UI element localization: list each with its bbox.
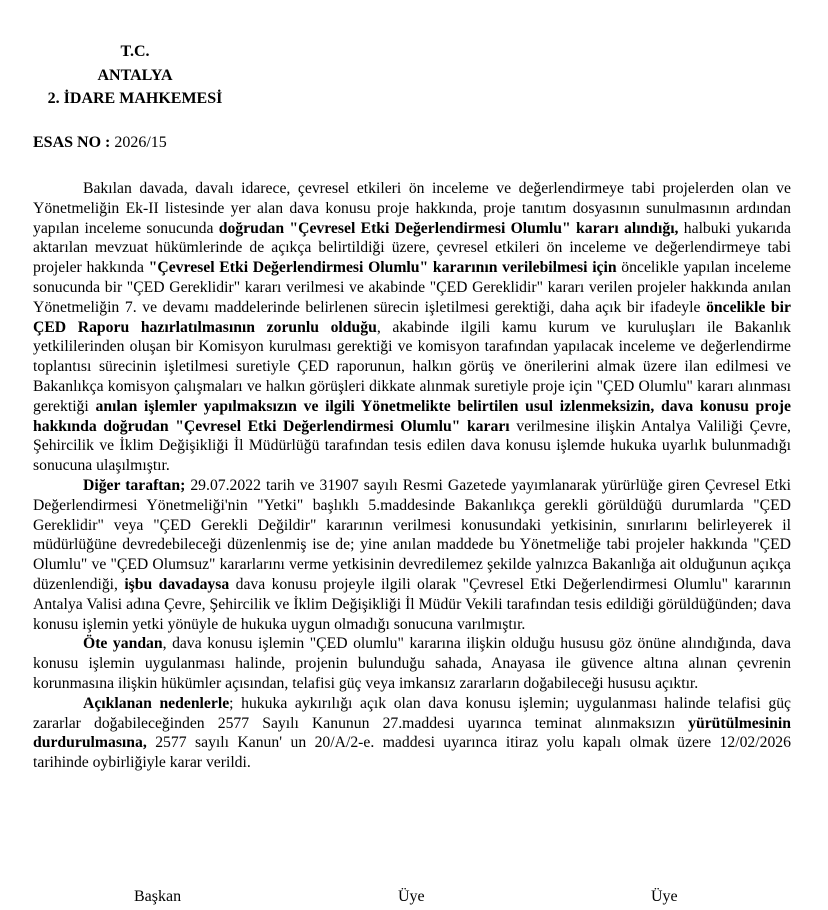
text-run: , dava konusu işlemin "ÇED olumlu" kararına ilişkin olduğu hususu göz önüne alındığında, dava konusu işlemin uygulanması halinde, projenin bulunduğu sahada, Anayasa ile güvence altına alınan çevrenin korunmasına ilişkin hükümler açısından, telafisi güç veya imkansız zararların doğabileceği hususu açıktır. [33, 635, 791, 692]
case-number-value: 2026/15 [114, 134, 167, 151]
text-run: halbuki yukarıda aktarılan mevzuat hükümlerinde de açıkça belirtildiği üzere, çevresel etkileri ön inceleme ve değerlendirmeye tabi projeler hakkında [33, 219, 791, 277]
decision-paragraph [33, 694, 791, 773]
text-run: Bakılan davada, davalı idarece, çevresel etkileri ön inceleme ve değerlendirmeye tabi projelerden olan ve Yönetmeliğin Ek-II listesinde yer alan dava konusu proje hakkında, proje tanıtım dosyasının sunulmasının ardından yapılan inceleme sonucunda [33, 180, 791, 237]
text-run: 2577 sayılı Kanun' un 20/A/2-e. maddesi uyarınca itiraz yolu kapalı olmak üzere 12/02/2026 tarihinde oybirliğiyle karar verildi. [33, 734, 791, 772]
court-header [30, 40, 240, 111]
bold-text-run: anılan işlemler yapılmaksızın ve ilgili Yönetmelikte belirtilen usul izlenmeksizin, dava konusu proje hakkında doğrudan "Çevresel Etki Değerlendirmesi Olumlu" kararı [33, 397, 791, 435]
text-run: öncelikle yapılan inceleme sonucunda bir "ÇED Gereklidir" kararı verilmesi ve akabinde "ÇED Gereklidir" kararı verilen projeler hakkında anılan Yönetmeliğin 7. ve devamı maddelerinde belirlenen sürecin işletilmesi gerektiği, daha açık bir ifadeyle [33, 259, 791, 316]
bold-text-run: Diğer taraftan; [83, 476, 186, 494]
text-run: 29.07.2022 tarih ve 31907 sayılı Resmi Gazetede yayımlanarak yürürlüğe giren Çevresel Etki Değerlendirmesi Yönetmeliği'nin "Yetki" başlıklı 5.maddesinde Bakanlıkça gerekli görüldüğü durumlarda "ÇED Gereklidir" veya "ÇED Gerekli Değildir" kararının verilmesi konusundaki yetkisinin, sınırlarını belirleyerek il müdürlüğüne devredebileceği düzenlenmiş ise de; yine anılan maddede bu Yönetmeliğe tabi projeler hakkında "ÇED Olumlu" ve "ÇED Olumsuz" kararlarını verme yetkisinin devredilemez şekilde yalnızca Bakanlığa ait olduğunun açıkça düzenlendiği, [33, 476, 791, 593]
bold-text-run: Açıklanan nedenlerle [83, 694, 230, 712]
case-number [33, 134, 167, 152]
case-number-label: ESAS NO : [33, 134, 111, 151]
signature-member-2: Üye [651, 888, 678, 905]
header-court: 2. İDARE MAHKEMESİ [47, 90, 223, 107]
bold-text-run: "Çevresel Etki Değerlendirmesi Olumlu" kararının verilebilmesi için [148, 259, 617, 277]
decision-body [33, 179, 791, 773]
decision-paragraph [33, 634, 791, 693]
text-run: , akabinde ilgili kamu kurum ve kuruluşları ile Bakanlık yetkililerinden oluşan bir Komisyon kurulması gerektiği ve komisyon tarafından yapılacak inceleme ve değerlendirme toplantısı sürecinin işletilmesi suretiyle ÇED raporunun, halkın görüş ve önerilerini almak üzere ilan edilmesi ve Bakanlıkça komisyon çalışmaları ve halkın görüşleri dikkate alınmak suretiyle proje için "ÇED Olumlu" kararı alınması gerektiği [33, 318, 791, 415]
bold-text-run: doğrudan "Çevresel Etki Değerlendirmesi Olumlu" kararı alındığı, [218, 219, 679, 237]
header-city: ANTALYA [97, 66, 173, 84]
signature-chair: Başkan [134, 888, 182, 905]
decision-paragraph [33, 179, 791, 476]
bold-text-run: yürütülmesinin durdurulmasına, [33, 714, 791, 752]
signature-member-1: Üye [398, 888, 425, 905]
text-run: ; hukuka aykırılığı açık olan dava konusu işlemin; uygulanması halinde telafisi güç zararlar doğabileceğinden 2577 Sayılı Kanunun 27.maddesi uyarınca teminat alınmaksızın [33, 694, 791, 732]
bold-text-run: işbu davadaysa [124, 575, 230, 593]
bold-text-run: öncelikle bir ÇED Raporu hazırlatılmasının zorunlu olduğu [33, 298, 791, 336]
text-run: verilmesine ilişkin Antalya Valiliği Çevre, Şehircilik ve İklim Değişikliği İl Müdürlüğü tarafından tesis edilen dava konusu işlemde hukuka uyarlık bulunmadığı sonucuna ulaşılmıştır. [33, 417, 791, 475]
decision-paragraph [33, 476, 791, 634]
bold-text-run: Öte yandan [83, 635, 163, 653]
header-republic: T.C. [120, 43, 150, 60]
text-run: dava konusu projeyle ilgili olarak "Çevresel Etki Değerlendirmesi Olumlu" kararının Antalya Valisi adına Çevre, Şehircilik ve İklim Değişikliği İl Müdür Vekili tarafından tesis edildiği görüldüğünden; dava konusu işlemin yetki yönüyle de hukuka uygun olmadığı sonucuna varılmıştır. [33, 575, 792, 633]
